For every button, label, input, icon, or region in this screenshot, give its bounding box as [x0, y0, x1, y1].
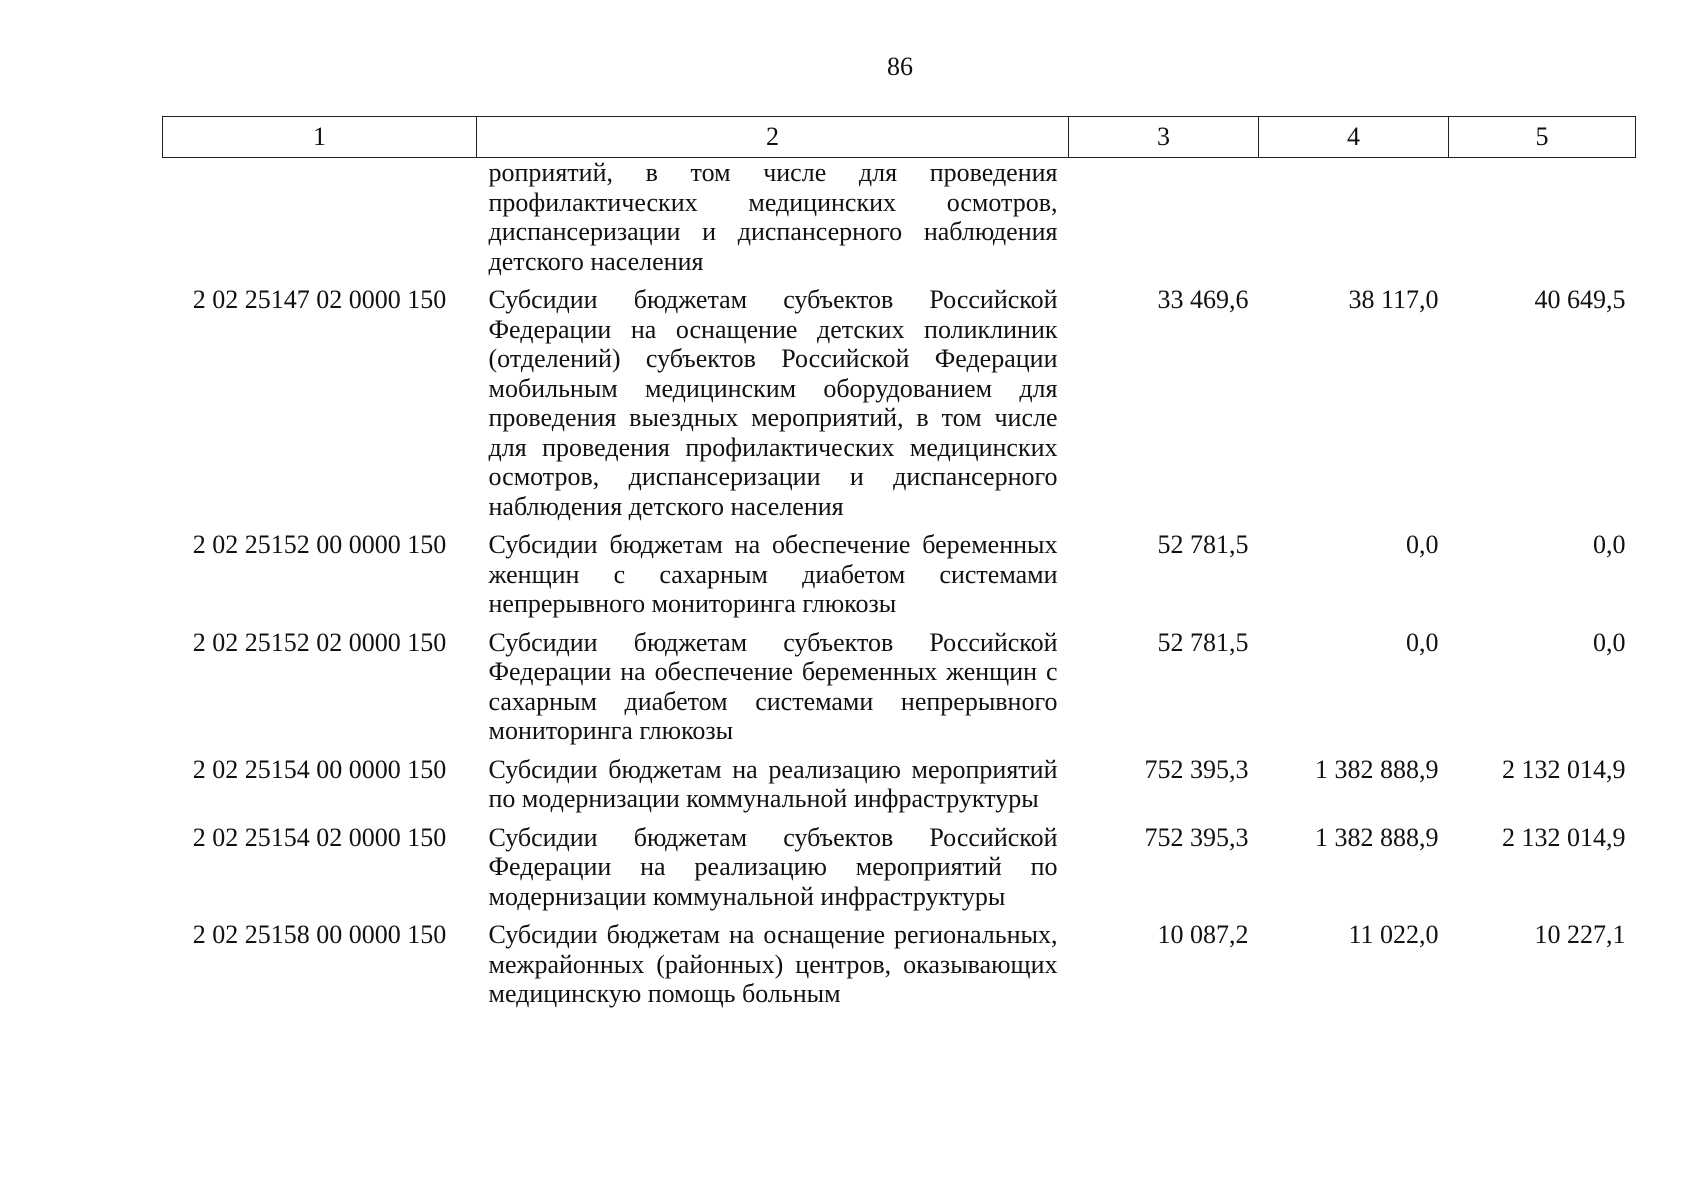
row-description: Субсидии бюджетам субъектов Российской Федерации на обеспечение беременных женщин с сахарным диабетом системами непрерывного мониторинга глюкозы	[488, 627, 1058, 745]
row-col5-value: 10 227,1	[1534, 920, 1626, 949]
row-col3-value: 52 781,5	[1157, 530, 1249, 559]
continuation-description: роприятий, в том числе для проведения профилактических медицинских осмотров, диспансеризации и диспансерного наблюдения детского населения	[488, 158, 1058, 276]
row-code: 2 02 25152 02 0000 150	[192, 627, 447, 657]
row-description: Субсидии бюджетам на реализацию мероприятий по модернизации коммунальной инфраструктуры	[488, 754, 1058, 813]
row-description: Субсидии бюджетам на обеспечение беременных женщин с сахарным диабетом системами непрерывного мониторинга глюкозы	[488, 530, 1058, 618]
row-col5-value: 0,0	[1593, 530, 1626, 559]
budget-table	[162, 116, 1636, 1018]
row-col5-value: 2 132 014,9	[1502, 822, 1626, 852]
row-col3-value: 752 395,3	[1144, 754, 1249, 784]
continuation-col5	[1449, 158, 1636, 286]
row-code: 2 02 25158 00 0000 150	[192, 920, 447, 949]
row-col4-value: 38 117,0	[1348, 285, 1439, 314]
header-col-5: 5	[1449, 117, 1636, 158]
header-col-1: 1	[163, 117, 477, 158]
table-row	[163, 823, 1636, 921]
row-description: Субсидии бюджетам на оснащение региональных, межрайонных (районных) центров, оказывающих медицинскую помощь больным	[488, 920, 1058, 1008]
row-col4-value: 1 382 888,9	[1315, 754, 1439, 784]
row-col5-value: 0,0	[1593, 627, 1626, 657]
header-col-4: 4	[1259, 117, 1449, 158]
row-col3-value: 33 469,6	[1157, 285, 1249, 314]
continuation-row	[163, 158, 1636, 286]
row-description: Субсидии бюджетам субъектов Российской Федерации на оснащение детских поликлиник (отделений) субъектов Российской Федерации мобильным медицинским оборудованием для проведения выездных мероприятий, в том числе для проведения профилактических медицинских осмотров, диспансеризации и диспансерного наблюдения детского населения	[488, 285, 1058, 521]
table-row	[163, 920, 1636, 1018]
row-col3-value: 10 087,2	[1157, 920, 1249, 949]
row-col5-value: 40 649,5	[1534, 285, 1626, 314]
row-col3-value: 52 781,5	[1157, 627, 1249, 657]
row-code: 2 02 25154 00 0000 150	[192, 754, 447, 784]
row-code: 2 02 25147 02 0000 150	[192, 285, 447, 314]
row-col4-value: 0,0	[1406, 627, 1439, 657]
continuation-col4	[1259, 158, 1449, 286]
header-col-3: 3	[1069, 117, 1259, 158]
row-col3-value: 752 395,3	[1144, 822, 1249, 852]
table-row	[163, 755, 1636, 823]
row-col4-value: 0,0	[1406, 530, 1439, 559]
table-row	[163, 628, 1636, 755]
table-row	[163, 285, 1636, 530]
row-code: 2 02 25152 00 0000 150	[192, 530, 447, 559]
header-col-2: 2	[477, 117, 1069, 158]
header-row	[163, 117, 1636, 158]
row-col4-value: 1 382 888,9	[1315, 822, 1439, 852]
continuation-col3	[1069, 158, 1259, 286]
continuation-code-cell	[163, 158, 477, 286]
table-row	[163, 530, 1636, 628]
row-col5-value: 2 132 014,9	[1502, 754, 1626, 784]
row-col4-value: 11 022,0	[1348, 920, 1439, 949]
row-description: Субсидии бюджетам субъектов Российской Федерации на реализацию мероприятий по модернизации коммунальной инфраструктуры	[488, 822, 1058, 911]
page-number: 86	[887, 52, 913, 81]
row-code: 2 02 25154 02 0000 150	[192, 822, 447, 852]
